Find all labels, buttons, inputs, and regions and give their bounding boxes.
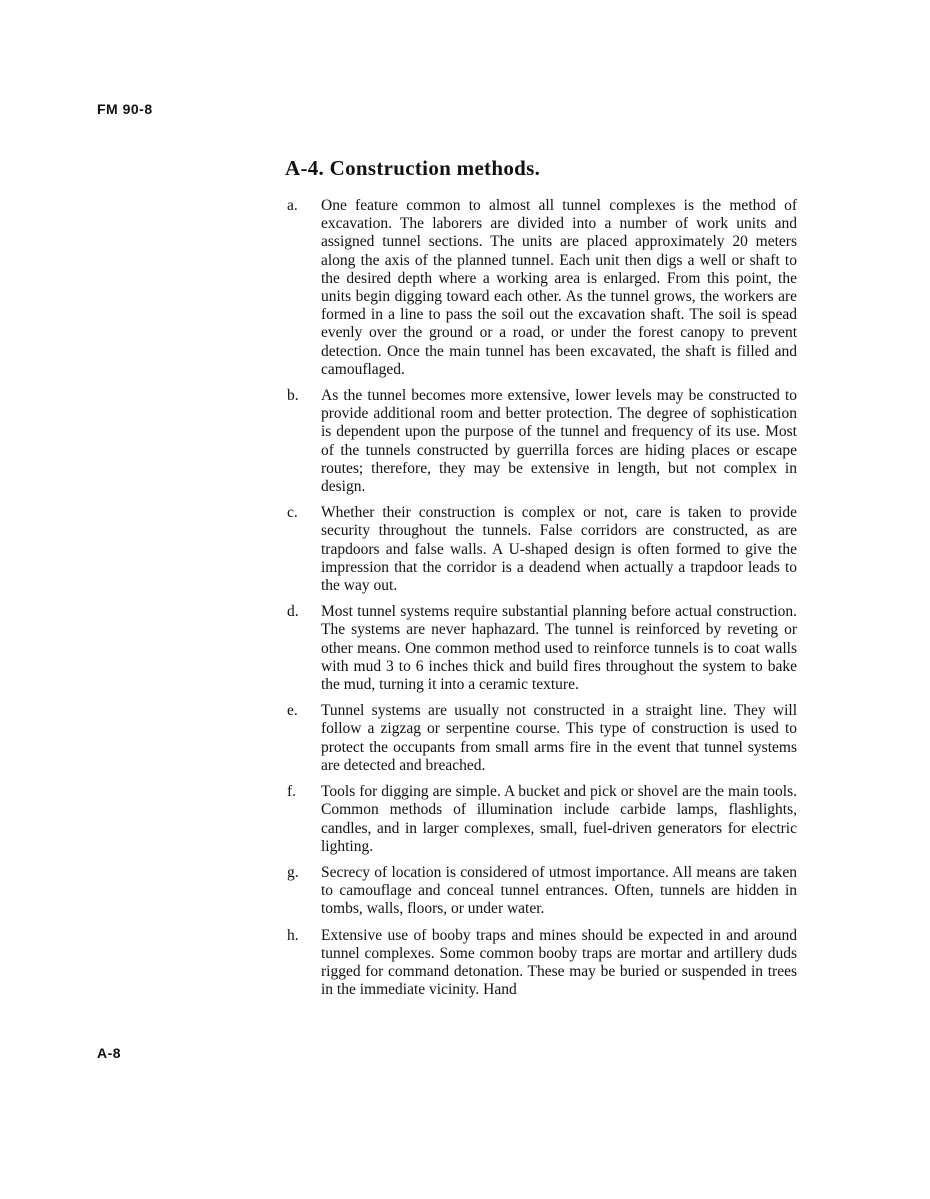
item-marker: e.	[287, 702, 298, 720]
item-text: Whether their construction is complex or not, care is taken to provide security throughout the tunnels. False corridors are constructed, as are trapdoors and false walls. A U-shaped design is often formed to give the impression that the corridor is a deadend when actually a trapdoor leads to the way out.	[321, 504, 797, 595]
item-marker: h.	[287, 926, 299, 944]
list-item	[287, 927, 797, 1000]
list-item	[287, 783, 797, 856]
item-text: Tunnel systems are usually not constructed in a straight line. They will follow a zigzag or serpentine course. This type of construction is used to protect the occupants from small arms fire in the event that tunnel systems are detected and breached.	[321, 702, 797, 774]
list-item	[287, 864, 797, 919]
list-item	[287, 603, 797, 694]
item-marker: a.	[287, 197, 298, 214]
item-text: Secrecy of location is considered of utmost importance. All means are taken to camouflage and conceal tunnel entrances. Often, tunnels are hidden in tombs, walls, floors, or under water.	[321, 863, 797, 918]
item-text: Most tunnel systems require substantial planning before actual construction. The systems are never haphazard. The tunnel is reinforced by reveting or other means. One common method used to reinforce tunnels is to coat walls with mud 3 to 6 inches thick and build fires throughout the system to bake the mud, turning it into a ceramic texture.	[321, 603, 797, 694]
item-marker: g.	[287, 863, 299, 881]
item-text: Tools for digging are simple. A bucket and pick or shovel are the main tools. Common methods of illumination include carbide lamps, flashlights, candles, and in larger complexes, small, fuel-driven generators for electric lighting.	[321, 783, 797, 855]
item-marker: d.	[287, 603, 299, 621]
item-marker: f.	[287, 783, 297, 801]
item-text: Extensive use of booby traps and mines should be expected in and around tunnel complexes. Some common booby traps are mortar and artillery duds rigged for command detonation. These may be buried or suspended in trees in the immediate vicinity. Hand	[321, 926, 797, 999]
section-items	[287, 197, 797, 1007]
list-item	[287, 702, 797, 775]
item-text: As the tunnel becomes more extensive, lower levels may be constructed to provide additional room and better protection. The degree of sophistication is dependent upon the purpose of the tunnel and frequency of its use. Most of the tunnels constructed by guerrilla forces are hiding places or escape routes; therefore, they may be extensive in length, but not complex in design.	[321, 387, 797, 496]
list-item	[287, 387, 797, 496]
item-marker: b.	[287, 387, 299, 405]
document-id: FM 90-8	[97, 101, 153, 117]
item-marker: c.	[287, 504, 298, 522]
item-text: One feature common to almost all tunnel complexes is the method of excavation. The laborers are divided into a number of work units and assigned tunnel sections. The units are placed approximately 20 meters along the axis of the planned tunnel. Each unit then digs a well or shaft to the desired depth where a working area is enlarged. From this point, the units begin digging toward each other. As the tunnel grows, the workers are formed in a line to pass the soil out the excavation shaft. The soil is spead evenly over the ground or a road, or under the forest canopy to prevent detection. Once the main tunnel has been excavated, the shaft is filled and camouflaged.	[321, 197, 797, 378]
list-item	[287, 197, 797, 379]
section-title: A-4. Construction methods.	[285, 156, 541, 180]
list-item	[287, 504, 797, 595]
page-number: A-8	[97, 1045, 122, 1061]
